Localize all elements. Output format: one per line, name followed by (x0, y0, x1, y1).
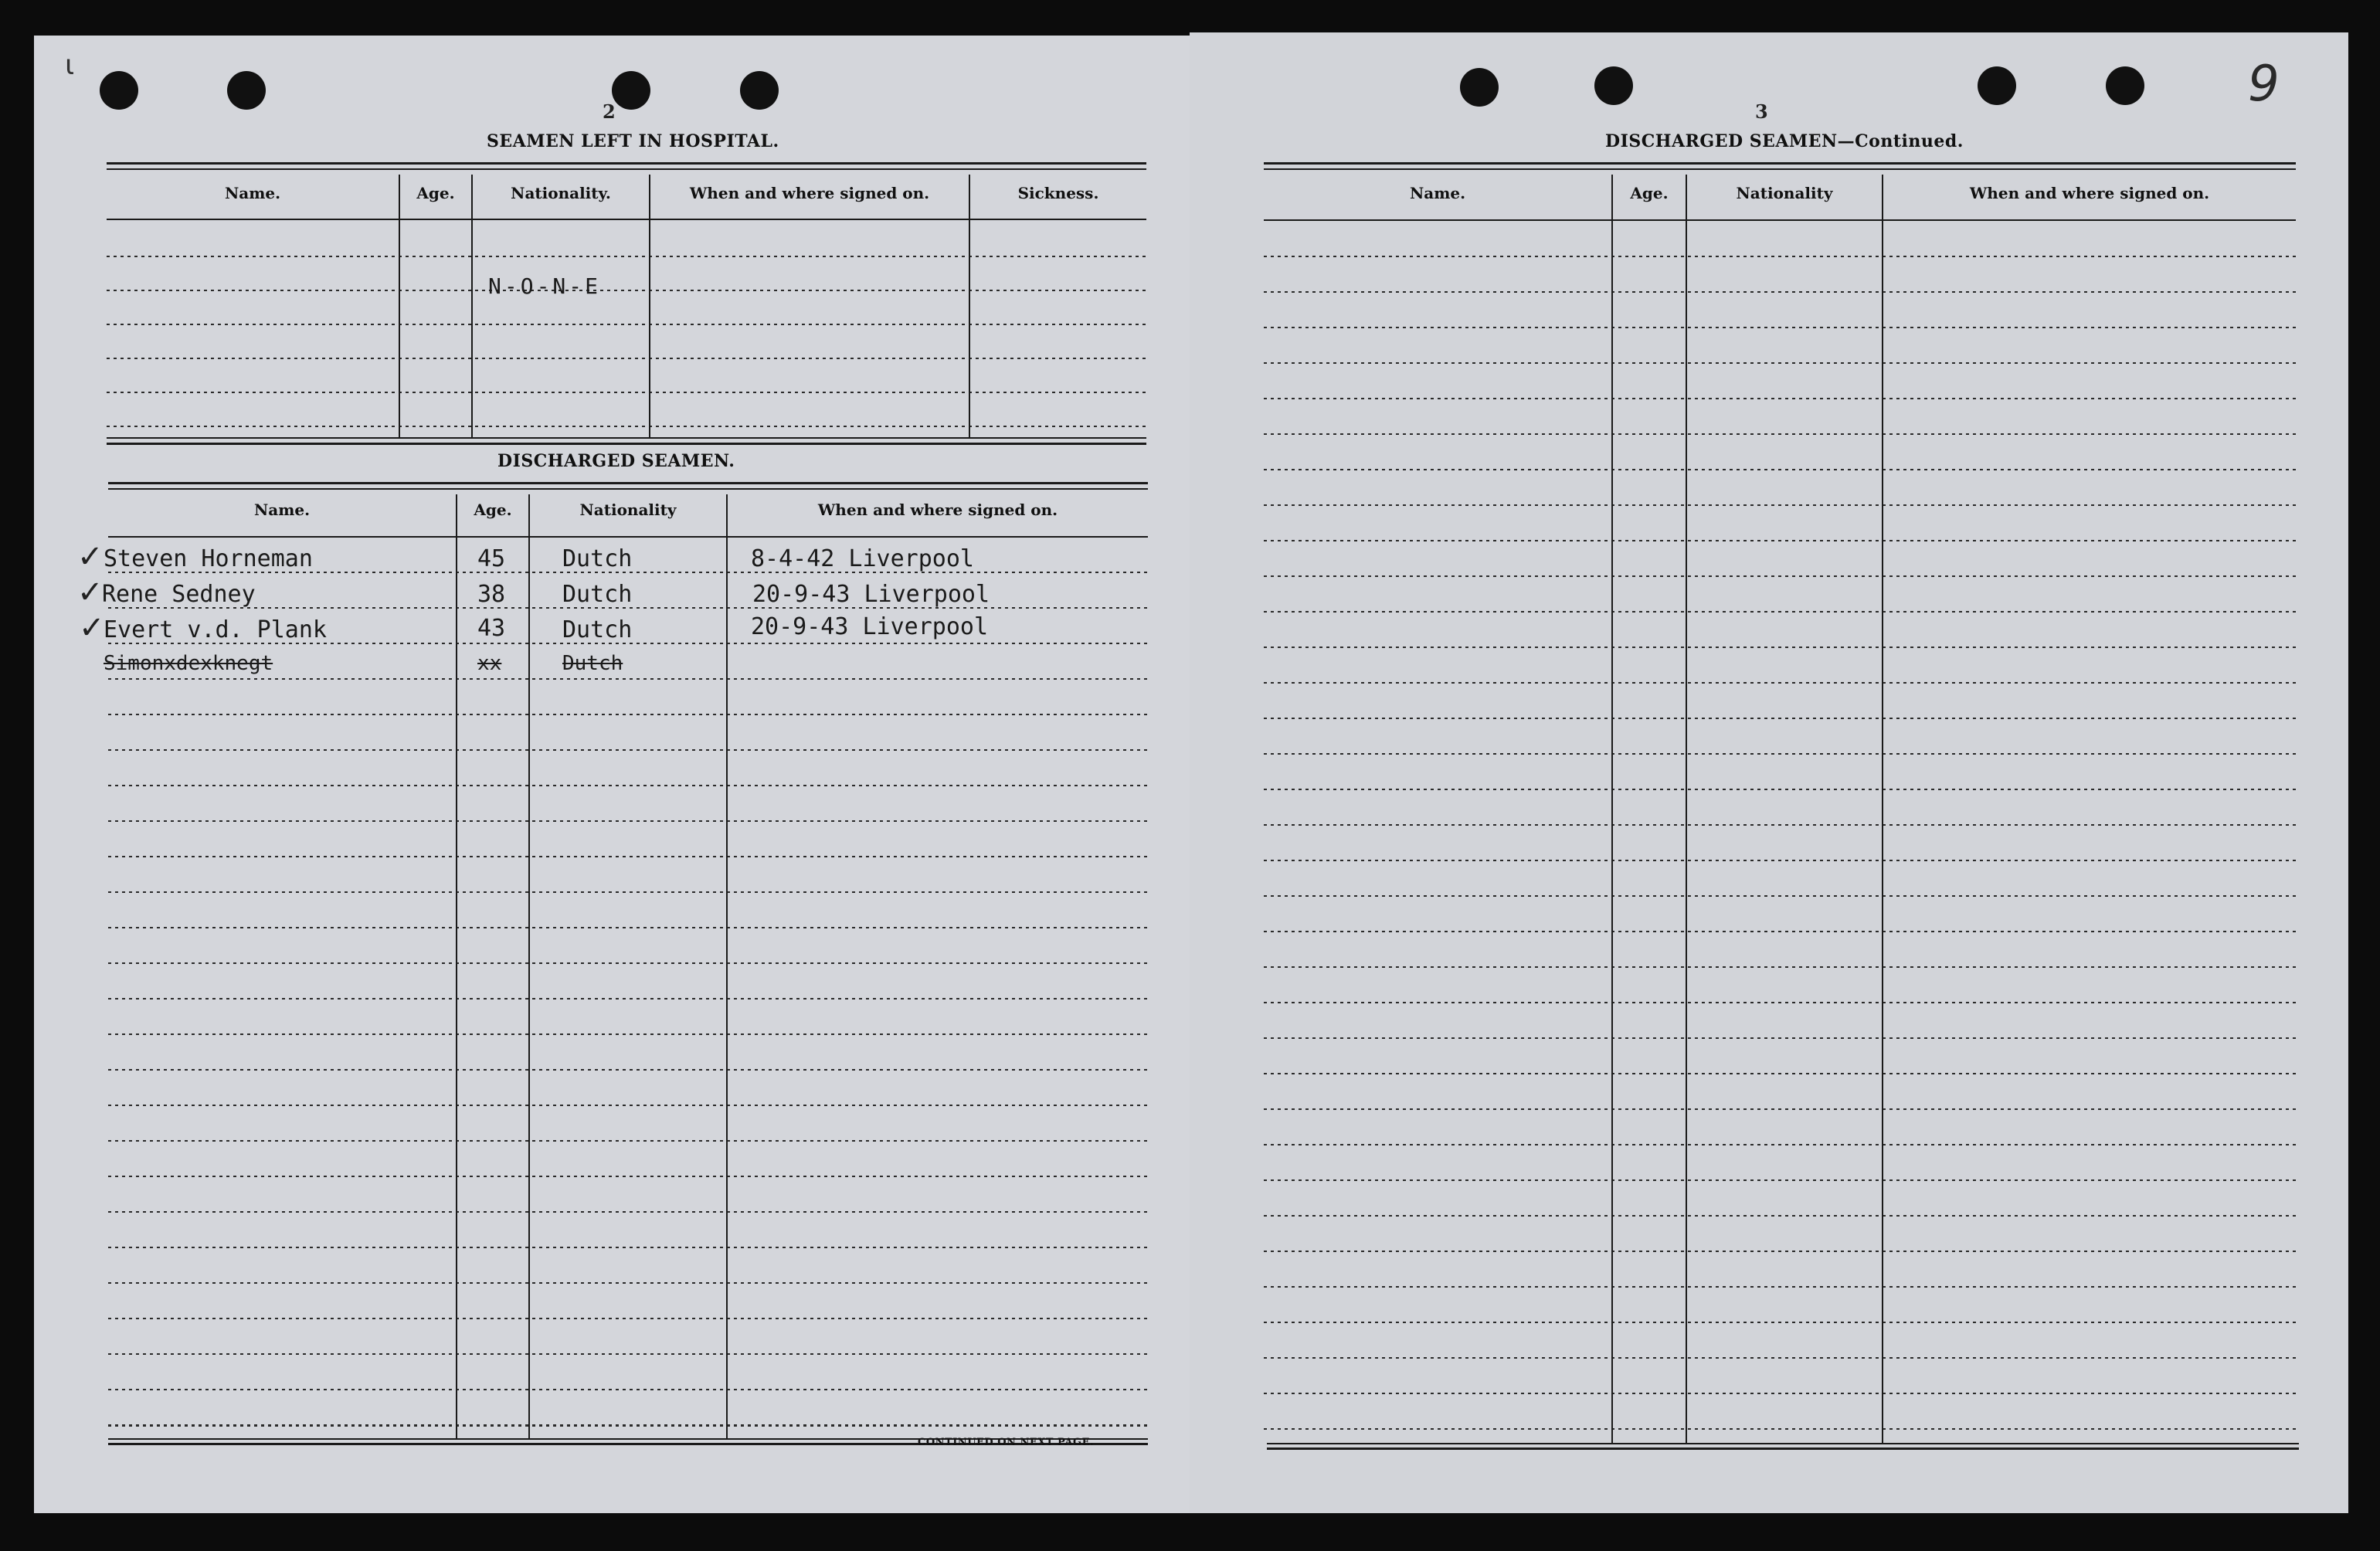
struck-seaman-age: xx (477, 652, 502, 675)
title-main: DISCHARGED SEAMEN (1605, 131, 1838, 151)
left-page (34, 36, 1193, 1513)
discharged-section-title: DISCHARGED SEAMEN. (497, 451, 735, 471)
check-mark-icon: ✓ (77, 539, 104, 575)
right-page (1190, 32, 2348, 1513)
seaman-name: Evert v.d. Plank (104, 616, 327, 643)
seaman-nationality: Dutch (562, 616, 633, 643)
title-sub: —Continued. (1837, 131, 1964, 151)
column-header-sickness: Sickness. (1017, 184, 1099, 202)
seaman-signed-on: 8-4-42 Liverpool (751, 545, 974, 572)
check-mark-icon: ✓ (79, 610, 105, 646)
column-header-name: Name. (1409, 184, 1466, 202)
page-number: 2 (603, 100, 616, 123)
seaman-signed-on: 20-9-43 Liverpool (751, 613, 989, 640)
seaman-age: 45 (477, 545, 506, 572)
discharged-continued-grid (1190, 32, 2348, 1513)
hospital-section-title: SEAMEN LEFT IN HOSPITAL. (487, 131, 779, 151)
column-header-nationality: Nationality. (511, 184, 611, 202)
check-mark-icon: ✓ (77, 575, 104, 610)
seaman-nationality: Dutch (562, 545, 633, 572)
seaman-signed-on: 20-9-43 Liverpool (752, 581, 990, 608)
seaman-name: Steven Horneman (104, 545, 313, 572)
column-header-age: Age. (474, 501, 512, 519)
hospital-none-entry: N-O-N-E (488, 273, 602, 299)
struck-seaman-name: Simonxdexknegt (104, 652, 273, 675)
struck-seaman-nationality: Dutch (562, 652, 623, 675)
column-header-name: Name. (224, 184, 281, 202)
pencil-mark: ɩ (65, 49, 75, 81)
seaman-name: Rene Sedney (102, 581, 256, 608)
column-header-signed-on: When and where signed on. (689, 184, 930, 202)
corner-page-mark: 9 (2248, 56, 2280, 113)
column-header-signed-on: When and where signed on. (1969, 184, 2210, 202)
column-header-name: Name. (253, 501, 311, 519)
discharged-table-grid (34, 36, 1193, 1513)
column-header-age: Age. (416, 184, 455, 202)
seaman-age: 38 (477, 581, 506, 608)
seaman-age: 43 (477, 615, 506, 642)
seaman-nationality: Dutch (562, 581, 633, 608)
continued-note: CONTINUED ON NEXT PAGE. (918, 1437, 1094, 1448)
page-number: 3 (1755, 100, 1768, 123)
column-header-nationality: Nationality (1736, 184, 1833, 202)
column-header-signed-on: When and where signed on. (817, 501, 1058, 519)
column-header-age: Age. (1630, 184, 1669, 202)
column-header-nationality: Nationality (579, 501, 677, 519)
